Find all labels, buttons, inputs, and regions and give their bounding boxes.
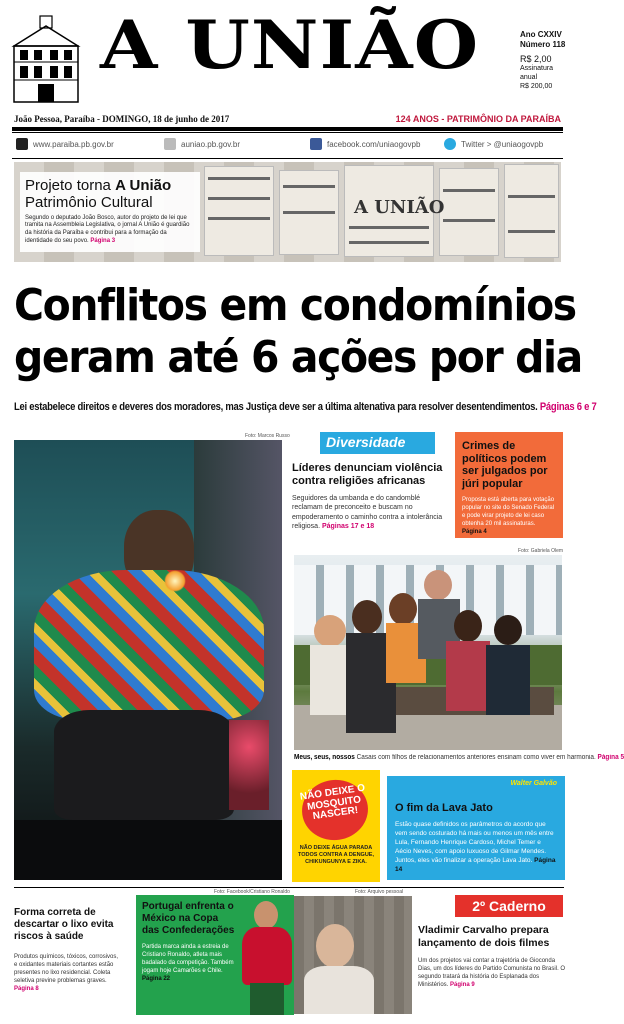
site2-link-label: auniao.pb.gov.br xyxy=(181,139,241,149)
page-ref[interactable]: Página 8 xyxy=(14,986,39,993)
photo-child-body xyxy=(310,645,350,715)
divider xyxy=(12,132,563,133)
photo-child-head xyxy=(314,615,346,647)
player-shirt xyxy=(242,927,292,985)
price: R$ 2,00 xyxy=(520,54,552,64)
headline-deck: Lei estabelece direitos e deveres dos moradores, mas Justiça deve ser a última altenativa para resolver desentendimentos. Páginas 6 e 7 xyxy=(14,401,597,413)
vladimir-text: Um dos projetos vai contar a trajetória de Gioconda Dias, um dos líderes do Partido Comunista no Brasil. O segundo tratará da história do Esplanada dos Ministérios. Página 9 xyxy=(418,958,566,989)
lixo-text: Produtos químicos, tóxicos, corrosivos, e oxidantes materiais cortantes estão presentes no lixo residencial. Coleta seletiva previne problemas graves. Página 8 xyxy=(14,954,119,993)
photo-credit: Foto: Marcos Russo xyxy=(245,433,290,439)
crimes-text: Proposta está aberta para votação popular no site do Senado Federal e pode virar projeto de lei caso obtenha 20 mil assinaturas. Página 4 xyxy=(462,496,555,535)
family-caption: Meus, seus, nossos Casais com filhos de relacionamentos anteriores ensinam como viver em harmonia. Página 5 xyxy=(294,754,624,761)
computer-icon xyxy=(16,138,28,150)
photo-man-head xyxy=(424,570,452,600)
divider xyxy=(14,887,564,888)
site-link-label: www.paraiba.pb.gov.br xyxy=(33,139,114,149)
column-author: Walter Galvão xyxy=(510,780,557,787)
lava-jato-column[interactable] xyxy=(387,776,565,880)
vladimir-photo[interactable] xyxy=(294,896,412,1014)
photo-teen-girl-head xyxy=(454,610,482,642)
masthead-title: A UNIÃO xyxy=(100,6,480,84)
page-ref[interactable]: Página 22 xyxy=(142,976,171,983)
photo-credit: Foto: Facebook/Cristiano Ronaldo xyxy=(214,889,290,895)
section-label-diversidade: Diversidade xyxy=(320,432,435,454)
facebook-link[interactable] xyxy=(310,138,420,150)
building-small-icon xyxy=(164,138,176,150)
newspaper-clipping xyxy=(204,166,274,256)
vladimir-title[interactable]: Vladimir Carvalho prepara lançamento de dois filmes xyxy=(418,924,550,949)
page-ref[interactable]: Página 3 xyxy=(90,237,116,244)
family-photo[interactable] xyxy=(294,555,562,750)
photo-teen-girl-body xyxy=(446,641,490,711)
photo-flowers xyxy=(229,720,269,810)
page-ref[interactable]: Página 9 xyxy=(450,982,475,989)
tagline: 124 ANOS - PATRIMÔNIO DA PARAÍBA xyxy=(395,114,561,124)
page-ref[interactable]: Página 14 xyxy=(395,857,556,874)
page-ref[interactable]: Páginas 6 e 7 xyxy=(539,401,597,413)
page-ref[interactable]: Página 5 xyxy=(597,754,624,761)
copa-text: Partida marca ainda a estreia de Cristiano Ronaldo, atleta mais badalado da competição. Também jogam hoje Camarões e Chile. Página 22 xyxy=(142,944,234,983)
main-photo[interactable] xyxy=(14,440,282,880)
lixo-title[interactable]: Forma correta de descartar o lixo evita riscos à saúde xyxy=(14,907,114,942)
dateline: João Pessoa, Paraíba - DOMINGO, 18 de junho de 2017 xyxy=(14,114,230,124)
photo-figure-legs xyxy=(54,710,234,820)
promo-text: Segundo o deputado João Bosco, autor do projeto de lei que tramita na Assembleia Legislativa, o jornal A União é guardião da história da Paraíba e contribui para a formação da identidade do seu povo. Página 3 xyxy=(25,214,190,244)
diversidade-title[interactable]: Líderes denunciam violência contra religiões africanas xyxy=(292,462,443,487)
dengue-stamp: NÃO DEIXE O MOSQUITO NASCER! xyxy=(298,776,372,845)
photo-credit: Foto: Arquivo pessoal xyxy=(355,889,404,895)
promo-box xyxy=(20,172,200,252)
photo-boy-body xyxy=(486,645,530,715)
site-link[interactable] xyxy=(16,138,114,150)
facebook-icon xyxy=(310,138,322,150)
headline-line-1: Conflitos em condomínios xyxy=(14,280,576,331)
player-head xyxy=(254,901,278,929)
player-shorts xyxy=(250,983,284,1015)
photo-woman-head xyxy=(352,600,382,634)
divider xyxy=(12,127,563,131)
link-bar xyxy=(12,135,563,155)
section-label-caderno: 2º Caderno xyxy=(455,895,563,917)
edition-number: Número 118 xyxy=(520,40,566,49)
player-photo xyxy=(236,895,294,1015)
building-logo-icon xyxy=(10,12,82,104)
photo-boy-head xyxy=(494,615,522,645)
lava-text: Estão quase definidos os parâmetros do acordo que vem sendo costurado há mais ou menos um mês entre Lula, Fernando Henrique Cardoso, Michel Temer e Aécio Neves, com apoio luxuoso de Gilmar Mendes. Juntos, eles vão finalizar a operação Lava Jato. Página 14 xyxy=(395,821,556,874)
photo-man-head xyxy=(316,924,354,968)
dengue-ad[interactable] xyxy=(292,770,380,882)
twitter-link-label: Twitter > @uniaogovpb xyxy=(461,139,544,149)
promo-banner[interactable] xyxy=(14,162,561,262)
page-ref[interactable]: Página 4 xyxy=(462,528,487,535)
newspaper-clipping xyxy=(439,168,499,256)
copa-title: Portugal enfrenta o México na Copa das Confederações xyxy=(142,901,235,936)
page-ref[interactable]: Páginas 17 e 18 xyxy=(321,523,375,531)
facebook-link-label: facebook.com/uniaogovpb xyxy=(327,139,421,149)
main-headline[interactable] xyxy=(14,280,582,384)
photo-figure-shirt xyxy=(34,570,264,720)
twitter-link[interactable] xyxy=(444,138,543,150)
crimes-box[interactable] xyxy=(455,432,563,538)
subscription-label: Assinatura anual xyxy=(520,65,554,81)
diversidade-text: Seguidores da umbanda e do candomblé reclamam de preconceito e buscam no empoderamento o caminho contra a intolerância religiosa. Páginas 17 e 18 xyxy=(292,495,443,531)
crimes-title: Crimes de políticos podem ser julgados por júri popular xyxy=(462,440,548,490)
photo-man-shirt xyxy=(304,966,374,1014)
divider xyxy=(12,158,563,159)
copa-box[interactable] xyxy=(136,895,294,1015)
edition-year: Ano CXXIV xyxy=(520,30,562,39)
lava-title: O fim da Lava Jato xyxy=(395,802,493,814)
photo-flame xyxy=(164,570,186,592)
masthead xyxy=(0,0,575,112)
headline-line-2: geram até 6 ações por dia xyxy=(14,332,582,383)
promo-title: Projeto torna A União Patrimônio Cultural xyxy=(25,177,172,212)
photo-floor xyxy=(14,820,282,880)
site2-link[interactable] xyxy=(164,138,240,150)
subscription-price: R$ 200,00 xyxy=(520,82,553,90)
twitter-icon xyxy=(444,138,456,150)
dengue-subtext: NÃO DEIXE ÁGUA PARADA TODOS CONTRA A DENGUE, CHIKUNGUNYA E ZIKA. xyxy=(298,845,374,865)
clipping-logo: A UNIÃO xyxy=(354,197,445,218)
edition-info xyxy=(520,30,570,92)
photo-credit: Foto: Gabriela Olem xyxy=(518,548,564,554)
newspaper-clipping xyxy=(504,164,559,258)
newspaper-clipping xyxy=(279,170,339,255)
photo-girl-head xyxy=(389,593,417,625)
